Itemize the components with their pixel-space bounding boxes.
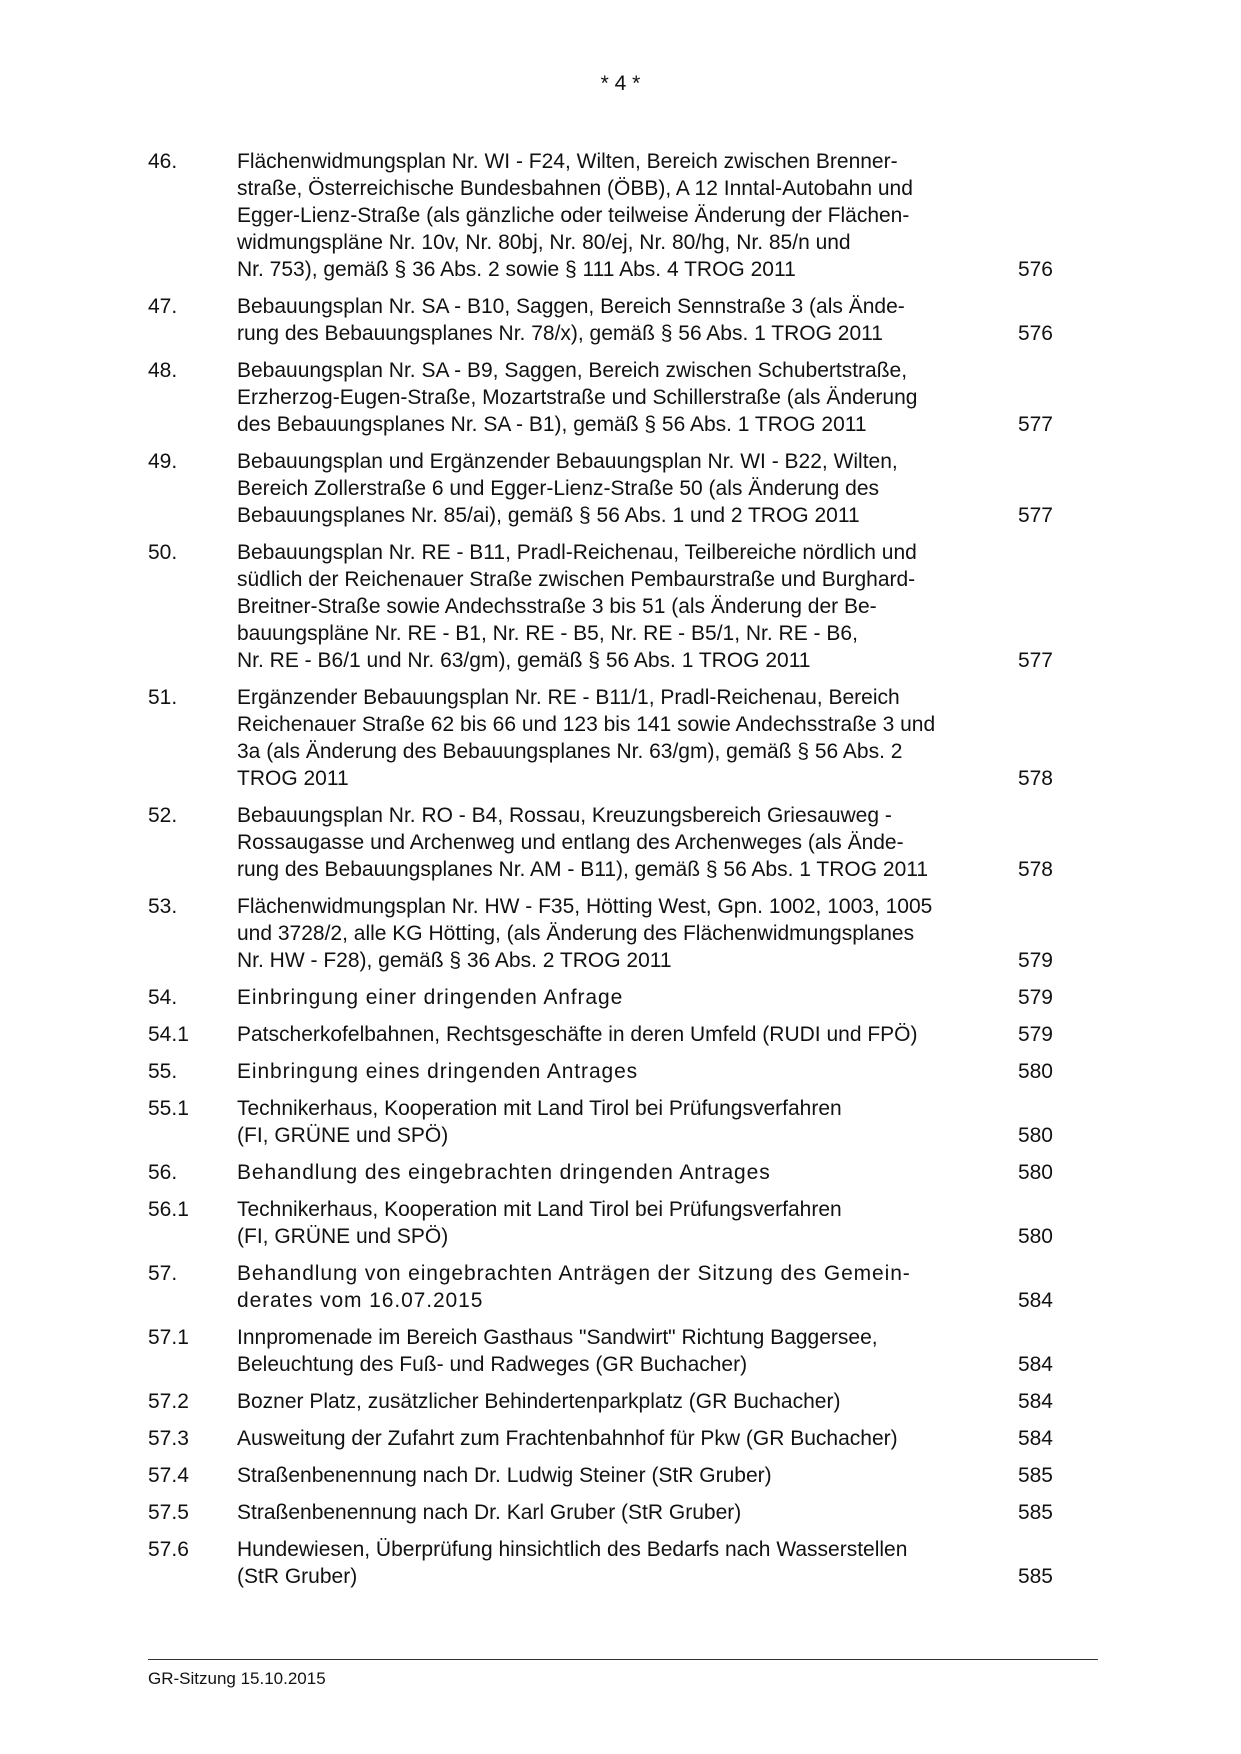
toc-entry-title-line: des Bebauungsplanes Nr. SA - B1), gemäß § 56 Abs. 1 TROG 2011	[237, 413, 867, 436]
toc-entry-page: 580	[1017, 1225, 1053, 1248]
toc-entry-title-line: und 3728/2, alle KG Hötting, (als Änderung des Flächenwidmungsplanes	[237, 922, 915, 945]
toc-entry-title	[237, 1536, 1017, 1590]
toc-entry	[148, 1536, 1098, 1590]
toc-entry-number: 50.	[148, 541, 178, 564]
toc-entry-number: 55.	[148, 1060, 178, 1083]
toc-entry-title-line: 3a (als Änderung des Bebauungsplanes Nr. 63/gm), gemäß § 56 Abs. 2	[237, 740, 903, 763]
toc-entry-number: 52.	[148, 804, 178, 827]
toc-entry-title-line: Beleuchtung des Fuß- und Radweges (GR Buchacher)	[237, 1353, 748, 1376]
toc-entry-title-line: bauungspläne Nr. RE - B1, Nr. RE - B5, Nr. RE - B5/1, Nr. RE - B6,	[237, 622, 858, 645]
toc-entry-title	[237, 1260, 1017, 1314]
toc-entry-page: 584	[1017, 1353, 1053, 1376]
toc-entry-title	[237, 1462, 1017, 1489]
toc-entry-title	[237, 684, 1017, 792]
toc-entry-page: 584	[1017, 1427, 1053, 1450]
toc-entry-number: 57.5	[148, 1501, 189, 1524]
toc-entry	[148, 1159, 1098, 1186]
toc-entry-page: 577	[1017, 413, 1053, 436]
toc-entry	[148, 1425, 1098, 1452]
toc-entry-title-line: Straßenbenennung nach Dr. Ludwig Steiner (StR Gruber)	[237, 1464, 772, 1487]
toc-entry-title	[237, 1058, 1017, 1085]
toc-entry-title-line: derates vom 16.07.2015	[237, 1289, 484, 1312]
toc-entry	[148, 357, 1098, 438]
toc-entry-page: 585	[1017, 1565, 1053, 1588]
footer-divider	[148, 1659, 1098, 1660]
toc-entry-title-line: Breitner-Straße sowie Andechsstraße 3 bis 51 (als Änderung der Be-	[237, 595, 877, 618]
toc-entry-title	[237, 802, 1017, 883]
toc-entry-page: 577	[1017, 504, 1053, 527]
toc-entry-title	[237, 893, 1017, 974]
toc-entry-title	[237, 1095, 1017, 1149]
toc-entry-title-line: Bebauungsplan Nr. RE - B11, Pradl-Reichenau, Teilbereiche nördlich und	[237, 541, 917, 564]
toc-entry-title-line: Rossaugasse und Archenweg und entlang des Archenweges (als Ände-	[237, 831, 904, 854]
toc-entry-number: 51.	[148, 686, 178, 709]
toc-entry-title-line: Behandlung von eingebrachten Anträgen der Sitzung des Gemein-	[237, 1262, 911, 1285]
toc-entry-title	[237, 448, 1017, 529]
toc-entry	[148, 1388, 1098, 1415]
toc-entry	[148, 802, 1098, 883]
toc-entry-title-line: Ergänzender Bebauungsplan Nr. RE - B11/1, Pradl-Reichenau, Bereich	[237, 686, 900, 709]
toc-entry-title-line: Bebauungsplan Nr. SA - B9, Saggen, Bereich zwischen Schubertstraße,	[237, 359, 908, 382]
toc-entry	[148, 1462, 1098, 1489]
toc-entry-title-line: rung des Bebauungsplanes Nr. 78/x), gemäß § 56 Abs. 1 TROG 2011	[237, 322, 883, 345]
toc-entry-title-line: Straßenbenennung nach Dr. Karl Gruber (StR Gruber)	[237, 1501, 742, 1524]
toc-entry-page: 576	[1017, 322, 1053, 345]
toc-entry-title	[237, 539, 1017, 674]
toc-entry-number: 57.3	[148, 1427, 189, 1450]
toc-entry-title	[237, 1388, 1017, 1415]
toc-entry-title-line: Nr. 753), gemäß § 36 Abs. 2 sowie § 111 Abs. 4 TROG 2011	[237, 258, 796, 281]
toc-entry-page: 577	[1017, 649, 1053, 672]
toc-entry-title-line: widmungspläne Nr. 10v, Nr. 80bj, Nr. 80/ej, Nr. 80/hg, Nr. 85/n und	[237, 231, 851, 254]
toc-entry-title-line: Nr. HW - F28), gemäß § 36 Abs. 2 TROG 2011	[237, 949, 672, 972]
toc-entry-title	[237, 1324, 1017, 1378]
toc-entry-title	[237, 1425, 1017, 1452]
toc-entry-title	[237, 1196, 1017, 1250]
toc-entry-title-line: Egger-Lienz-Straße (als gänzliche oder teilweise Änderung der Flächen-	[237, 204, 910, 227]
toc-entry-page: 576	[1017, 258, 1053, 281]
toc-entry	[148, 148, 1098, 283]
toc-entry-page: 580	[1017, 1124, 1053, 1147]
toc-entry-number: 47.	[148, 295, 178, 318]
toc-entry-title-line: Einbringung einer dringenden Anfrage	[237, 986, 624, 1009]
toc-entry-title	[237, 357, 1017, 438]
toc-entry-number: 56.	[148, 1161, 178, 1184]
page-number: * 4 *	[600, 72, 641, 95]
toc-entry	[148, 893, 1098, 974]
toc-entry-title-line: Hundewiesen, Überprüfung hinsichtlich des Bedarfs nach Wasserstellen	[237, 1538, 908, 1561]
toc-entry	[148, 293, 1098, 347]
toc-entry-number: 57.2	[148, 1390, 189, 1413]
toc-entry-title-line: Reichenauer Straße 62 bis 66 und 123 bis 141 sowie Andechsstraße 3 und	[237, 713, 936, 736]
toc-entry-title-line: Technikerhaus, Kooperation mit Land Tirol bei Prüfungsverfahren	[237, 1097, 842, 1120]
toc-entry-title-line: Erzherzog-Eugen-Straße, Mozartstraße und Schillerstraße (als Änderung	[237, 386, 918, 409]
toc-entry	[148, 984, 1098, 1011]
toc-entry-number: 57.	[148, 1262, 178, 1285]
toc-entry-page: 584	[1017, 1289, 1053, 1312]
toc-entry-title	[237, 1159, 1017, 1186]
toc-entry-title-line: Bebauungsplan Nr. SA - B10, Saggen, Bereich Sennstraße 3 (als Ände-	[237, 295, 905, 318]
toc-entry-title-line: (FI, GRÜNE und SPÖ)	[237, 1124, 449, 1147]
toc-entry-page: 579	[1017, 986, 1053, 1009]
toc-entry-number: 57.4	[148, 1464, 189, 1487]
toc-entry-title-line: Patscherkofelbahnen, Rechtsgeschäfte in deren Umfeld (RUDI und FPÖ)	[237, 1023, 918, 1046]
toc-entry-title-line: Nr. RE - B6/1 und Nr. 63/gm), gemäß § 56 Abs. 1 TROG 2011	[237, 649, 811, 672]
toc-entry-number: 55.1	[148, 1097, 189, 1120]
toc-entry-page: 578	[1017, 858, 1053, 881]
toc-entry-title-line: Behandlung des eingebrachten dringenden Antrages	[237, 1161, 771, 1184]
footer-text: GR-Sitzung 15.10.2015	[148, 1669, 326, 1688]
toc-entry	[148, 1499, 1098, 1526]
toc-entry-page: 585	[1017, 1501, 1053, 1524]
toc-entry-title-line: Ausweitung der Zufahrt zum Frachtenbahnhof für Pkw (GR Buchacher)	[237, 1427, 898, 1450]
toc-entry	[148, 684, 1098, 792]
toc-entry-page: 585	[1017, 1464, 1053, 1487]
toc-entry-number: 53.	[148, 895, 178, 918]
toc-entry-title	[237, 984, 1017, 1011]
toc-entry-title-line: Bereich Zollerstraße 6 und Egger-Lienz-Straße 50 (als Änderung des	[237, 477, 879, 500]
toc-entry	[148, 539, 1098, 674]
toc-entry-title-line: Flächenwidmungsplan Nr. WI - F24, Wilten, Bereich zwischen Brenner-	[237, 150, 898, 173]
toc-entry	[148, 1021, 1098, 1048]
toc-entry-number: 54.	[148, 986, 178, 1009]
toc-entry-title-line: (StR Gruber)	[237, 1565, 358, 1588]
toc-entry	[148, 1260, 1098, 1314]
toc-entry-page: 579	[1017, 1023, 1053, 1046]
toc-entry-number: 46.	[148, 150, 178, 173]
toc-entry-number: 56.1	[148, 1198, 189, 1221]
toc-entry-title-line: (FI, GRÜNE und SPÖ)	[237, 1225, 449, 1248]
toc-entry	[148, 448, 1098, 529]
toc-entry-title-line: Einbringung eines dringenden Antrages	[237, 1060, 639, 1083]
toc-entry-title-line: straße, Österreichische Bundesbahnen (ÖBB), A 12 Inntal-Autobahn und	[237, 177, 913, 200]
toc-entry-title-line: Bozner Platz, zusätzlicher Behindertenparkplatz (GR Buchacher)	[237, 1390, 841, 1413]
toc-entry-page: 578	[1017, 767, 1053, 790]
toc-entry-title	[237, 293, 1017, 347]
toc-entry-number: 49.	[148, 450, 178, 473]
toc-entry-title-line: südlich der Reichenauer Straße zwischen Pembaurstraße und Burghard-	[237, 568, 916, 591]
toc-entry-title-line: Bebauungsplanes Nr. 85/ai), gemäß § 56 Abs. 1 und 2 TROG 2011	[237, 504, 860, 527]
toc-entry-title	[237, 148, 1017, 283]
toc-entry-title-line: rung des Bebauungsplanes Nr. AM - B11), gemäß § 56 Abs. 1 TROG 2011	[237, 858, 929, 881]
toc-entry-title-line: Technikerhaus, Kooperation mit Land Tirol bei Prüfungsverfahren	[237, 1198, 842, 1221]
toc-entry-number: 57.1	[148, 1326, 189, 1349]
toc-entry	[148, 1196, 1098, 1250]
toc-entry-number: 57.6	[148, 1538, 189, 1561]
toc-entry-number: 48.	[148, 359, 178, 382]
toc-entry-title	[237, 1021, 1017, 1048]
toc-entry	[148, 1058, 1098, 1085]
toc-entry-page: 579	[1017, 949, 1053, 972]
toc-entry-number: 54.1	[148, 1023, 189, 1046]
toc-entry-page: 580	[1017, 1161, 1053, 1184]
toc-entry	[148, 1095, 1098, 1149]
toc-entry-page: 580	[1017, 1060, 1053, 1083]
toc-entry-title-line: Innpromenade im Bereich Gasthaus "Sandwirt" Richtung Baggersee,	[237, 1326, 878, 1349]
toc-entry-title-line: TROG 2011	[237, 767, 349, 790]
toc-entry-title-line: Flächenwidmungsplan Nr. HW - F35, Hötting West, Gpn. 1002, 1003, 1005	[237, 895, 933, 918]
table-of-contents	[148, 148, 1098, 1600]
toc-entry-page: 584	[1017, 1390, 1053, 1413]
toc-entry-title	[237, 1499, 1017, 1526]
toc-entry-title-line: Bebauungsplan Nr. RO - B4, Rossau, Kreuzungsbereich Griesauweg -	[237, 804, 892, 827]
toc-entry	[148, 1324, 1098, 1378]
toc-entry-title-line: Bebauungsplan und Ergänzender Bebauungsplan Nr. WI - B22, Wilten,	[237, 450, 898, 473]
